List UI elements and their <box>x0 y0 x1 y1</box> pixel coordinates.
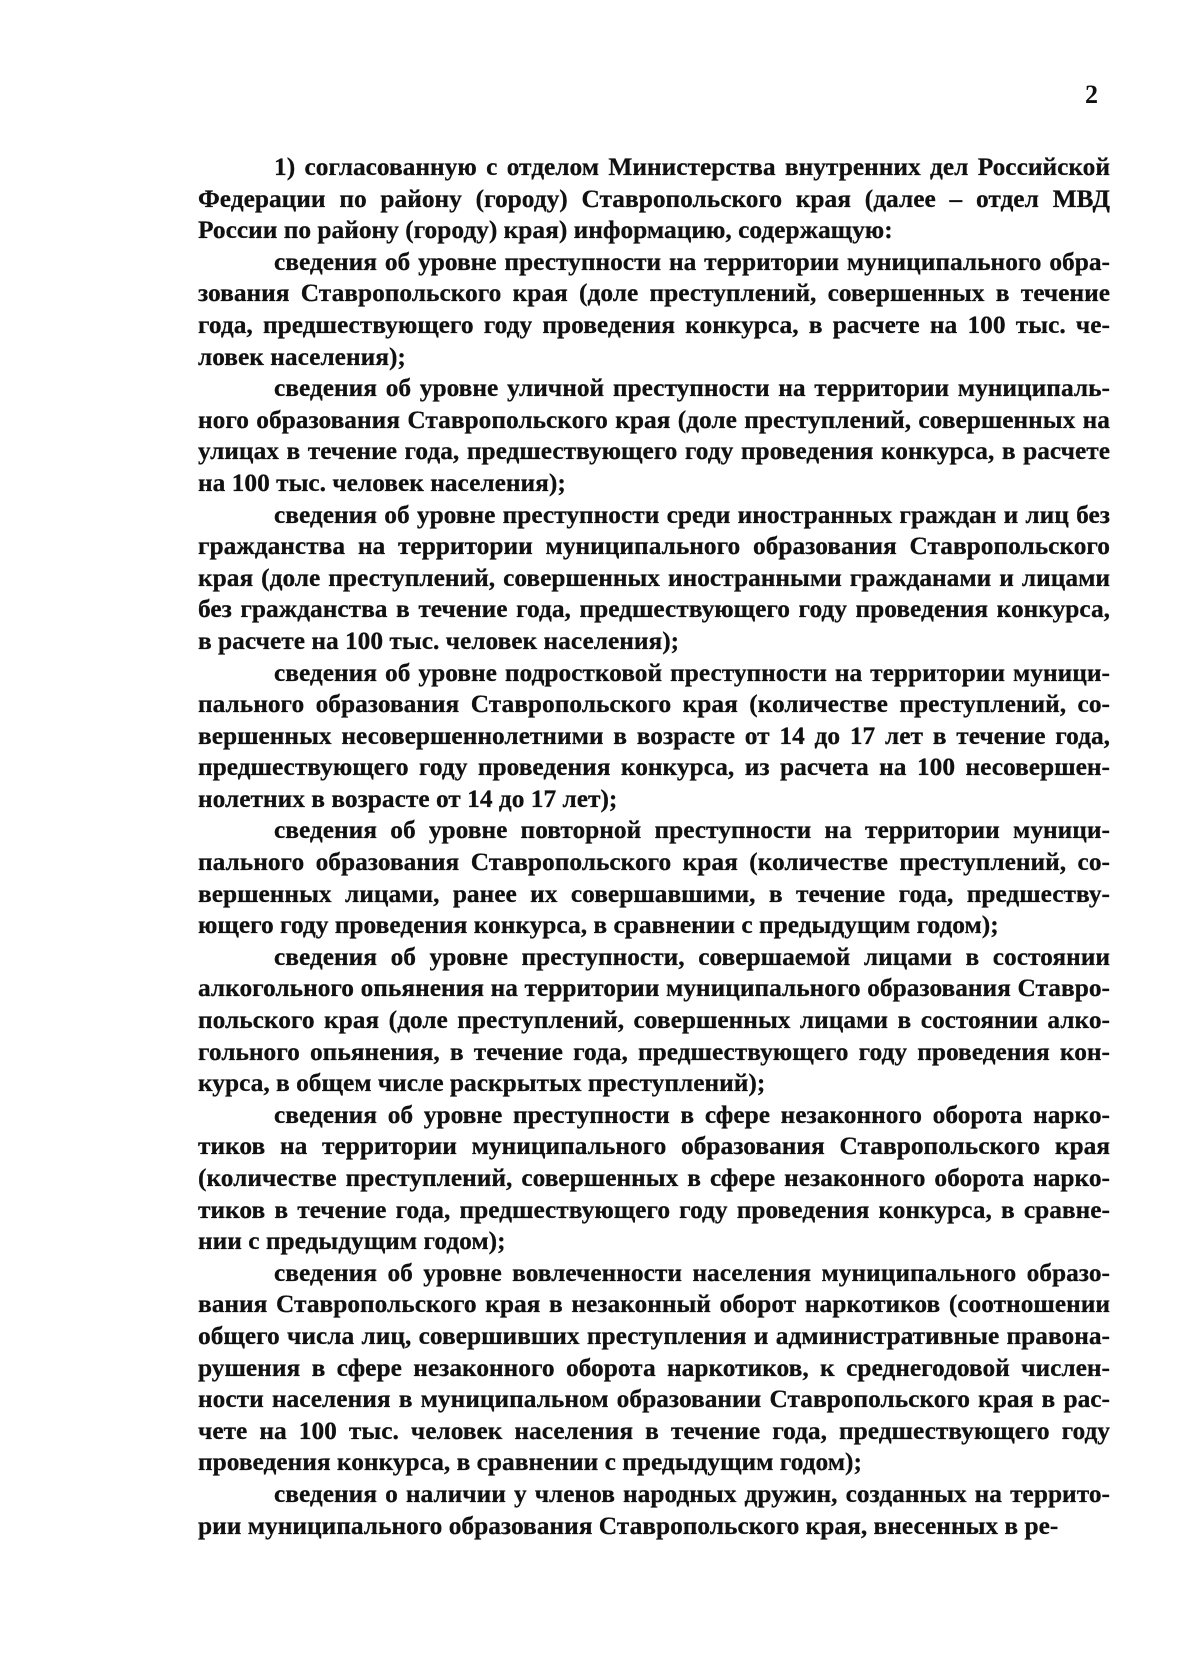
paragraph-agreed-information: 1) согласованную с отделом Министерства внутренних дел Российской Федерации по району (городу) Ставропольского края (далее – отдел МВД России по району (городу) края) информацию, содержащую: <box>198 153 1110 245</box>
paragraph-repeat-crime: сведения об уровне повторной преступности на территории муниципального образования Ставропольского края (количестве преступлений, совершенных лицами, ранее их совершавшими, в течение года, предшествующего году проведения конкурса, в сравнении с предыдущим годом); <box>198 816 1110 940</box>
paragraph-alcohol-crime: сведения об уровне преступности, совершаемой лицами в состоянии алкогольного опьянения на территории муниципального образования Ставропольского края (доле преступлений, совершенных лицами в состоянии алкогольного опьянения, в течение года, предшествующего году проведения конкурса, в общем числе раскрытых преступлений); <box>198 942 1110 1098</box>
document-body <box>198 152 1110 1542</box>
page-number: 2 <box>1085 80 1098 109</box>
paragraph-juvenile-crime: сведения об уровне подростковой преступности на территории муниципального образования Ставропольского края (количестве преступлений, совершенных несовершеннолетними в возрасте от 14 до 17 лет в течение года, предшествующего году проведения конкурса, из расчета на 100 несовершеннолетних в возрасте от 14 до 17 лет); <box>198 658 1110 813</box>
paragraph-crime-level: сведения об уровне преступности на территории муниципального образования Ставропольского края (доле преступлений, совершенных в течение года, предшествующего году проведения конкурса, в расчете на 100 тыс. человек населения); <box>198 247 1110 371</box>
paragraph-foreigners-crime: сведения об уровне преступности среди иностранных граждан и лиц без гражданства на территории муниципального образования Ставропольского края (доле преступлений, совершенных иностранными гражданами и лицами без гражданства в течение года, предшествующего году проведения конкурса, в расчете на 100 тыс. человек населения); <box>198 500 1110 655</box>
paragraph-street-crime: сведения об уровне уличной преступности на территории муниципального образования Ставропольского края (доле преступлений, совершенных на улицах в течение года, предшествующего году проведения конкурса, в расчете на 100 тыс. человек населения); <box>198 374 1110 497</box>
paragraph-drug-crime: сведения об уровне преступности в сфере незаконного оборота наркотиков на территории муниципального образования Ставропольского края (количестве преступлений, совершенных в сфере незаконного оборота наркотиков в течение года, предшествующего году проведения конкурса, в сравнении с предыдущим годом); <box>198 1100 1110 1256</box>
paragraph-volunteer-squads: сведения о наличии у членов народных дружин, созданных на территории муниципального образования Ставропольского края, внесенных в ре- <box>198 1479 1110 1540</box>
paragraph-drug-involvement: сведения об уровне вовлеченности населения муниципального образования Ставропольского края в незаконный оборот наркотиков (соотношении общего числа лиц, совершивших преступления и административные правонарушения в сфере незаконного оборота наркотиков, к среднегодовой численности населения в муниципальном образовании Ставропольского края в расчете на 100 тыс. человек населения в течение года, предшествующего году проведения конкурса, в сравнении с предыдущим годом); <box>198 1258 1110 1477</box>
